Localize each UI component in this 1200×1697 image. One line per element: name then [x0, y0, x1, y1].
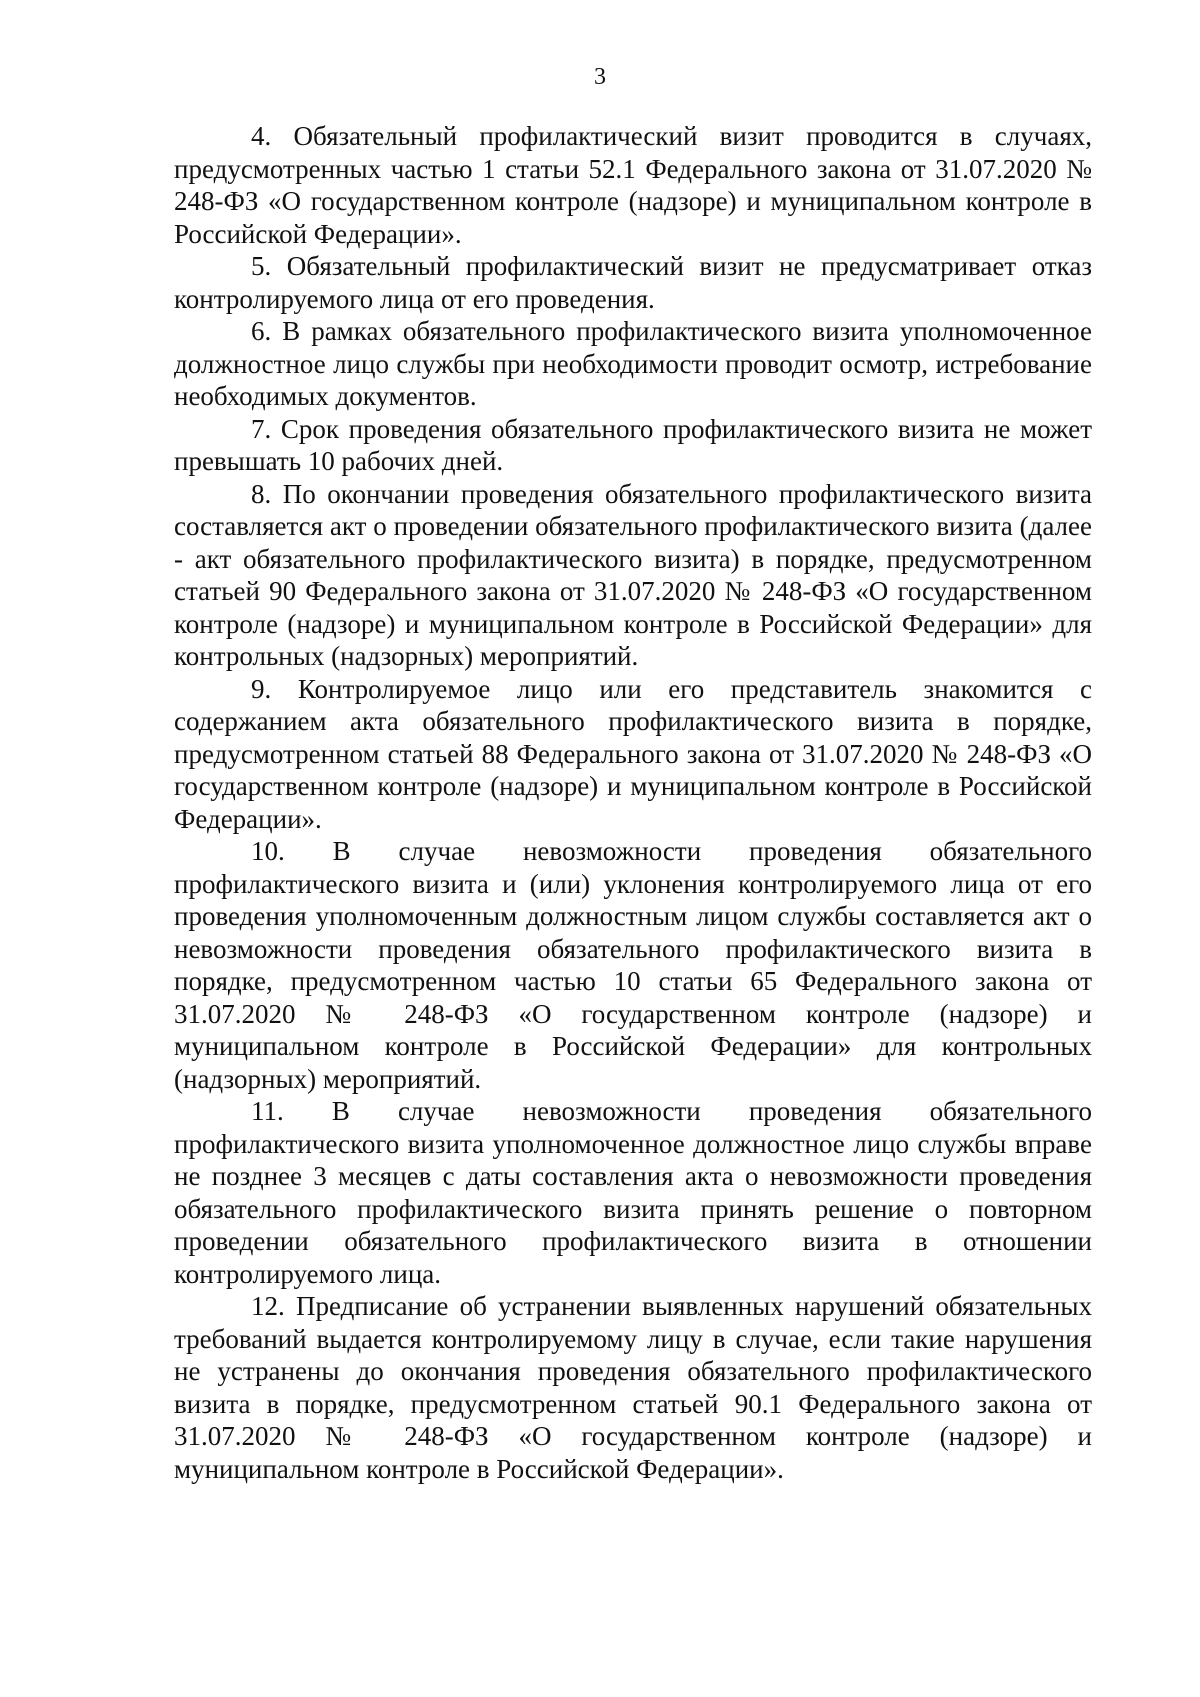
paragraph-11: 11. В случае невозможности проведения обязательного профилактического визита уполномоченное должностное лицо службы вправе не позднее 3 месяцев с даты составления акта о невозможности проведения обязательного профилактического визита принять решение о повторном проведении обязательного профилактического визита в отношении контролируемого лица.: [174, 1096, 1092, 1289]
document-body: [174, 120, 1092, 1485]
paragraph-8: 8. По окончании проведения обязательного профилактического визита составляется акт о проведении обязательного профилактического визита (далее - акт обязательного профилактического визита) в порядке, предусмотренном статьей 90 Федерального закона от 31.07.2020 № 248-ФЗ «О государственном контроле (надзоре) и муниципальном контроле в Российской Федерации» для контрольных (надзорных) мероприятий.: [174, 478, 1092, 671]
page-number: 3: [594, 64, 606, 90]
paragraph-10: 10. В случае невозможности проведения обязательного профилактического визита и (или) уклонения контролируемого лица от его проведения уполномоченным должностным лицом службы составляется акт о невозможности проведения обязательного профилактического визита в порядке, предусмотренном частью 10 статьи 65 Федерального закона от 31.07.2020 № 248-ФЗ «О государственном контроле (надзоре) и муниципальном контроле в Российской Федерации» для контрольных (надзорных) мероприятий.: [174, 836, 1092, 1094]
paragraph-9: 9. Контролируемое лицо или его представитель знакомится с содержанием акта обязательного профилактического визита в порядке, предусмотренном статьей 88 Федерального закона от 31.07.2020 № 248-ФЗ «О государственном контроле (надзоре) и муниципальном контроле в Российской Федерации».: [174, 673, 1092, 834]
paragraph-6: 6. В рамках обязательного профилактического визита уполномоченное должностное лицо службы при необходимости проводит осмотр, истребование необходимых документов.: [174, 316, 1092, 411]
paragraph-12: 12. Предписание об устранении выявленных нарушений обязательных требований выдается контролируемому лицу в случае, если такие нарушения не устранены до окончания проведения обязательного профилактического визита в порядке, предусмотренном статьей 90.1 Федерального закона от 31.07.2020 № 248-ФЗ «О государственном контроле (надзоре) и муниципальном контроле в Российской Федерации».: [174, 1291, 1092, 1484]
paragraph-7: 7. Срок проведения обязательного профилактического визита не может превышать 10 рабочих дней.: [174, 413, 1092, 476]
paragraph-5: 5. Обязательный профилактический визит не предусматривает отказ контролируемого лица от его проведения.: [174, 251, 1092, 314]
paragraph-4: 4. Обязательный профилактический визит проводится в случаях, предусмотренных частью 1 статьи 52.1 Федерального закона от 31.07.2020 № 248-ФЗ «О государственном контроле (надзоре) и муниципальном контроле в Российской Федерации».: [174, 121, 1092, 249]
